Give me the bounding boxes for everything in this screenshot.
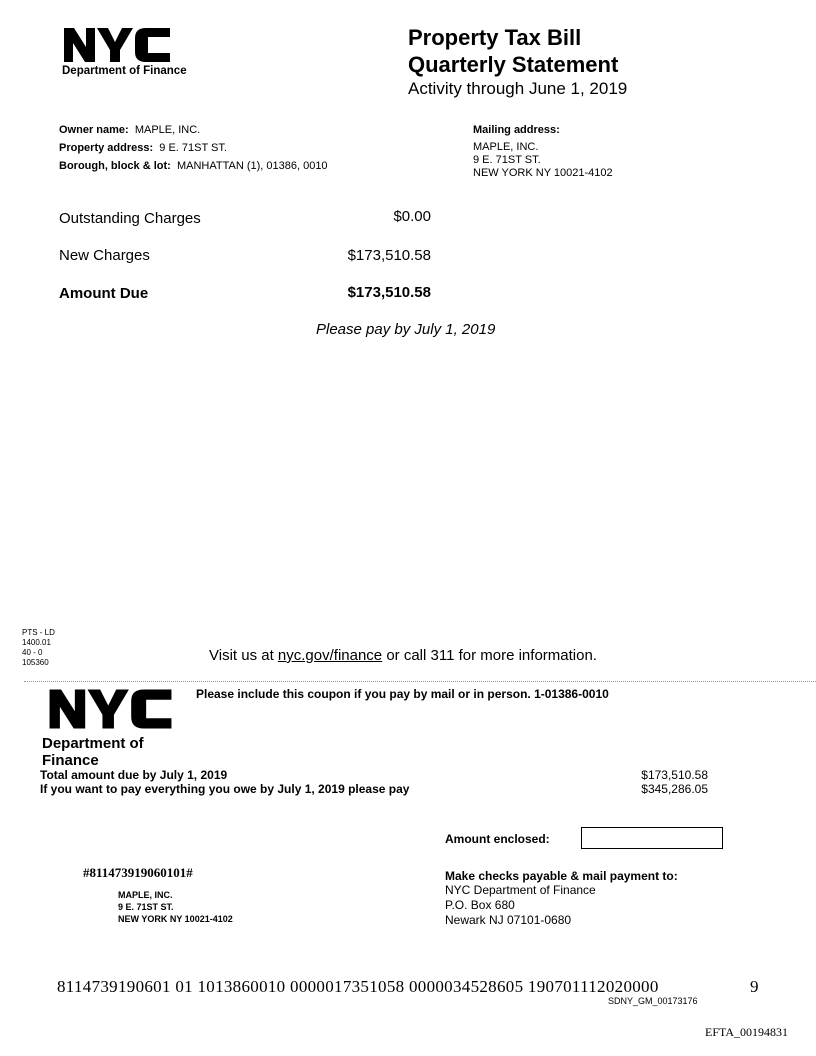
mailing-label: Mailing address: <box>473 124 560 136</box>
pay-everything-value: $345,286.05 <box>641 782 708 796</box>
form-code: PTS - LD <box>22 628 55 637</box>
bill-subtitle: Quarterly Statement <box>408 52 619 77</box>
payable-to <box>445 869 678 928</box>
mailing-address <box>473 124 613 180</box>
ocr-scan-line: 8114739190601 01 1013860010 0000017351058 0000034528605 190701112020000 <box>57 977 659 996</box>
ocr-check-digit: 9 <box>750 977 759 996</box>
payable-line: P.O. Box 680 <box>445 898 515 912</box>
address-row <box>59 139 328 157</box>
bbl-value: MANHATTAN (1), 01386, 0010 <box>176 160 328 172</box>
coupon-department-line: Finance <box>42 752 99 769</box>
address-label: Property address: <box>59 142 154 154</box>
pay-everything-label: If you want to pay everything you owe by July 1, 2019 please pay <box>40 782 410 796</box>
nyc-logo-mark <box>62 25 172 65</box>
coupon-logo <box>42 686 179 732</box>
recipient-line: MAPLE, INC. <box>118 890 173 900</box>
coupon-nyc-logo-mark <box>42 686 179 732</box>
amount-enclosed-label: Amount enclosed: <box>445 832 550 846</box>
form-codes <box>22 628 55 668</box>
mailing-line: MAPLE, INC. <box>473 141 539 153</box>
outstanding-label: Outstanding Charges <box>59 210 201 227</box>
activity-date: Activity through June 1, 2019 <box>408 79 628 98</box>
mailing-line: 9 E. 71ST ST. <box>473 154 541 166</box>
outstanding-value: $0.00 <box>393 208 431 225</box>
recipient-line: 9 E. 71ST ST. <box>118 902 174 912</box>
finance-link[interactable]: nyc.gov/finance <box>277 647 383 664</box>
scan-code: #811473919060101# <box>83 865 193 880</box>
new-charges-value: $173,510.58 <box>347 247 431 264</box>
property-info <box>59 121 328 175</box>
mailing-line: NEW YORK NY 10021-4102 <box>473 167 613 179</box>
department-name: Department of Finance <box>62 65 187 77</box>
amount-due-label: Amount Due <box>59 285 149 302</box>
owner-row <box>59 121 328 139</box>
visit-prefix: Visit us at <box>209 647 278 664</box>
new-charges-label: New Charges <box>59 247 150 264</box>
coupon-tear-line <box>24 681 816 682</box>
bbl-label: Borough, block & lot: <box>59 160 171 172</box>
visit-suffix: or call 311 for more information. <box>382 647 597 664</box>
owner-value: MAPLE, INC. <box>134 124 201 136</box>
form-code: 40 - 0 <box>22 648 43 657</box>
amount-due-value: $173,510.58 <box>347 284 431 301</box>
form-code: 105360 <box>22 658 49 667</box>
coupon-instruction: Please include this coupon if you pay by mail or in person. 1-01386-0010 <box>196 687 609 701</box>
bill-title: Property Tax Bill <box>408 25 582 50</box>
bbl-row <box>59 157 328 175</box>
visit-info <box>209 647 597 664</box>
amount-enclosed-field[interactable] <box>581 827 723 849</box>
coupon-department <box>42 735 144 769</box>
owner-label: Owner name: <box>59 124 129 136</box>
total-due-label: Total amount due by July 1, 2019 <box>40 768 228 782</box>
coupon-department-line: Department of <box>42 735 144 752</box>
payable-label: Make checks payable & mail payment to: <box>445 869 678 883</box>
recipient-address <box>118 889 233 925</box>
bates-number: SDNY_GM_00173176 <box>608 996 698 1006</box>
pay-by-date: Please pay by July 1, 2019 <box>316 321 496 338</box>
nyc-logo <box>62 25 187 77</box>
total-due-value: $173,510.58 <box>641 768 708 782</box>
payable-line: Newark NJ 07101-0680 <box>445 913 572 927</box>
form-code: 1400.01 <box>22 638 51 647</box>
payable-line: NYC Department of Finance <box>445 883 596 897</box>
bill-title-block <box>408 24 627 100</box>
efta-number: EFTA_00194831 <box>705 1025 789 1039</box>
recipient-line: NEW YORK NY 10021-4102 <box>118 914 233 924</box>
address-value: 9 E. 71ST ST. <box>159 142 227 154</box>
